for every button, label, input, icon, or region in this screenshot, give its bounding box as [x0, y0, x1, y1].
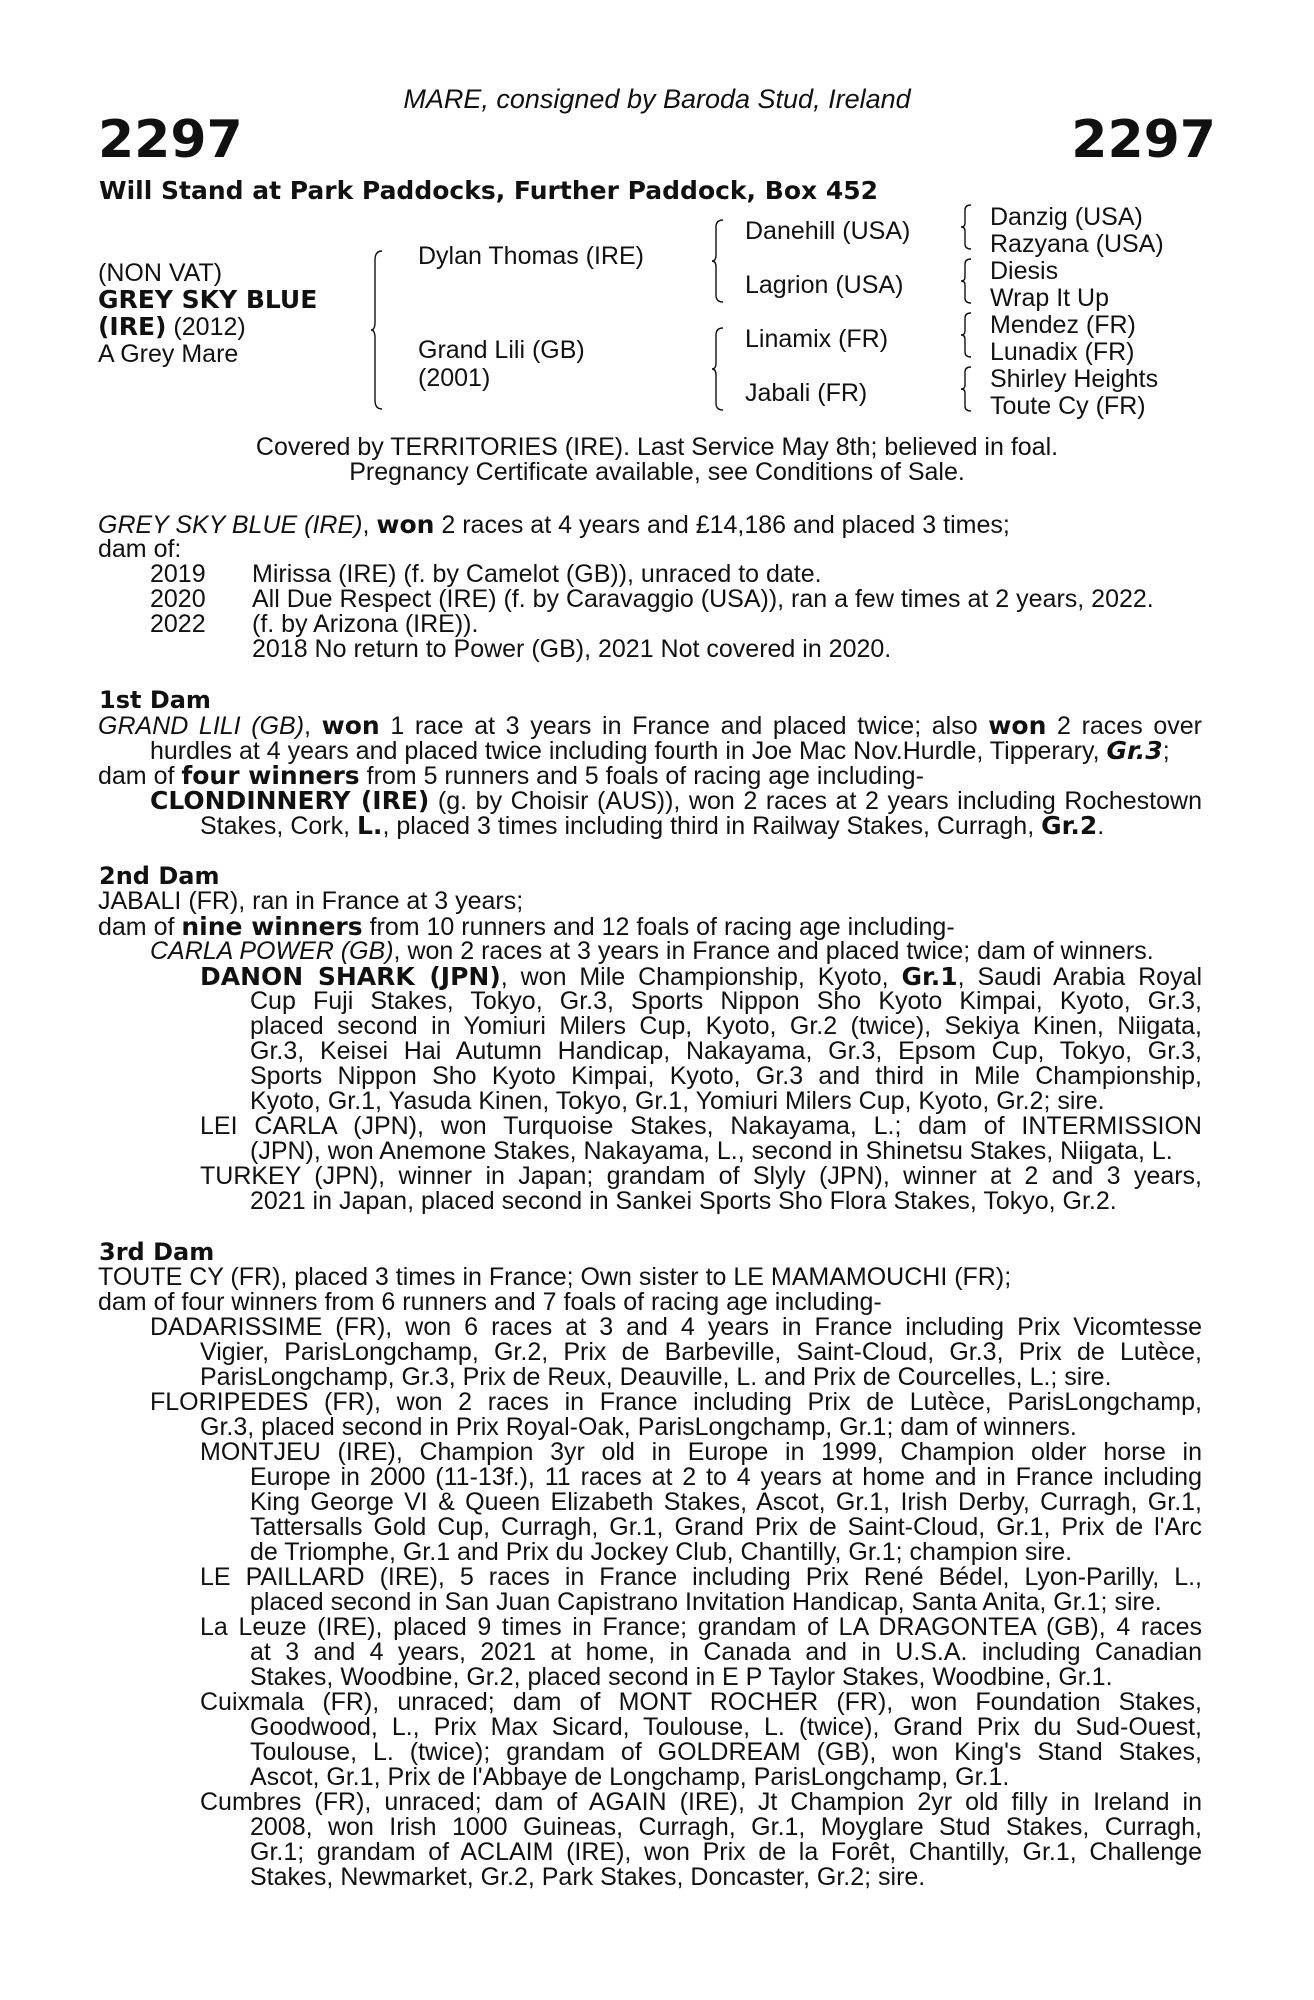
- produce-year: 2019: [150, 560, 206, 588]
- pedigree-brace: [712, 327, 724, 411]
- pregnancy-note: Pregnancy Certificate available, see Conditions of Sale.: [349, 458, 965, 486]
- third-dam-line: DADARISSIME (FR), won 6 races at 3 and 4 years in France including Prix Vicomtesse: [150, 1313, 1202, 1341]
- pedigree-brace: [960, 204, 972, 250]
- produce-year: 2022: [150, 610, 206, 638]
- second-dam-line: 2021 in Japan, placed second in Sankei Sports Sho Flora Stakes, Tokyo, Gr.2.: [250, 1187, 1117, 1215]
- third-dam-line: de Triomphe, Gr.1 and Prix du Jockey Club, Chantilly, Gr.1; champion sire.: [250, 1538, 1073, 1566]
- pedigree-brace: [960, 366, 972, 412]
- second-dam-line: JABALI (FR), ran in France at 3 years;: [98, 887, 524, 915]
- third-dam-line: Stakes, Woodbine, Gr.2, placed second in E P Taylor Stakes, Woodbine, Gr.1.: [250, 1663, 1113, 1691]
- horse-description: A Grey Mare: [98, 340, 239, 368]
- third-dam-line: LE PAILLARD (IRE), 5 races in France including Prix René Bédel, Lyon-Parilly, L.,: [200, 1563, 1202, 1591]
- pedigree-brace: [712, 219, 724, 303]
- third-dam-heading: 3rd Dam: [99, 1238, 215, 1266]
- third-dam-line: MONTJEU (IRE), Champion 3yr old in Europe in 1999, Champion older horse in: [200, 1438, 1202, 1466]
- second-dam-line: Gr.3, Keisei Hai Autumn Handicap, Nakayama, Gr.3, Epsom Cup, Tokyo, Gr.3,: [250, 1037, 1202, 1065]
- second-dam-line: (JPN), won Anemone Stakes, Nakayama, L., second in Shinetsu Stakes, Niigata, L.: [250, 1137, 1173, 1165]
- second-dam-line: placed second in Yomiuri Milers Cup, Kyoto, Gr.2 (twice), Sekiya Kinen, Niigata,: [250, 1012, 1202, 1040]
- first-dam-heading: 1st Dam: [99, 686, 211, 714]
- second-dam-line: Cup Fuji Stakes, Tokyo, Gr.3, Sports Nippon Sho Kyoto Kimpai, Kyoto, Gr.3,: [250, 987, 1202, 1015]
- third-dam-line: dam of four winners from 6 runners and 7 foals of racing age including-: [98, 1288, 882, 1316]
- third-dam-line: ParisLongchamp, Gr.3, Prix de Reux, Deauville, L. and Prix de Courcelles, L.; sire.: [200, 1363, 1112, 1391]
- third-dam-line: Stakes, Newmarket, Gr.2, Park Stakes, Doncaster, Gr.2; sire.: [250, 1863, 926, 1891]
- second-dam-heading: 2nd Dam: [99, 862, 220, 890]
- consignor-caption: MARE, consigned by Baroda Stud, Ireland: [403, 84, 911, 114]
- sire-sire: Danehill (USA): [745, 217, 911, 245]
- third-dam-line: Gr.1; grandam of ACLAIM (IRE), won Prix de la Forêt, Chantilly, Gr.1, Challenge: [250, 1838, 1202, 1866]
- second-dam-line: DANON SHARK (JPN), won Mile Championship, Kyoto, Gr.1, Saudi Arabia Royal: [200, 962, 1203, 991]
- third-dam-line: Toulouse, L. (twice); grandam of GOLDREAM (GB), won King's Stand Stakes,: [250, 1738, 1202, 1766]
- third-dam-line: Vigier, ParisLongchamp, Gr.2, Prix de Barbeville, Saint-Cloud, Gr.3, Prix de Lutèce,: [200, 1338, 1202, 1366]
- dam-year: (2001): [418, 364, 491, 392]
- horse-name: GREY SKY BLUE: [98, 285, 318, 314]
- third-dam-line: at 3 and 4 years, 2021 at home, in Canada and in U.S.A. including Canadian: [250, 1638, 1202, 1666]
- pedigree-brace: [371, 250, 383, 410]
- gen3-ancestor: Mendez (FR): [990, 311, 1136, 339]
- second-dam-line: dam of nine winners from 10 runners and 12 foals of racing age including-: [98, 912, 955, 941]
- second-dam-line: LEI CARLA (JPN), won Turquoise Stakes, Nakayama, L.; dam of INTERMISSION: [200, 1112, 1202, 1140]
- gen3-ancestor: Danzig (USA): [990, 203, 1143, 231]
- pedigree-brace: [960, 312, 972, 358]
- mare-summary: GREY SKY BLUE (IRE), won 2 races at 4 years and £14,186 and placed 3 times;: [98, 510, 1010, 539]
- sire: Dylan Thomas (IRE): [418, 242, 644, 270]
- dam-of-label: dam of:: [98, 535, 182, 563]
- second-dam-line: Kyoto, Gr.1, Yasuda Kinen, Tokyo, Gr.1, Yomiuri Milers Cup, Kyoto, Gr.2; sire.: [250, 1087, 1105, 1115]
- pedigree-brace: [960, 258, 972, 304]
- third-dam-line: Europe in 2000 (11-13f.), 11 races at 2 to 4 years at home and in France including: [250, 1463, 1202, 1491]
- third-dam-line: Goodwood, L., Prix Max Sicard, Toulouse, L. (twice), Grand Prix du Sud-Ouest,: [250, 1713, 1202, 1741]
- gen3-ancestor: Razyana (USA): [990, 230, 1164, 258]
- covered-note: Covered by TERRITORIES (IRE). Last Service May 8th; believed in foal.: [255, 433, 1059, 461]
- third-dam-line: King George VI & Queen Elizabeth Stakes, Ascot, Gr.1, Irish Derby, Curragh, Gr.1,: [250, 1488, 1202, 1516]
- vat-status: (NON VAT): [98, 259, 223, 287]
- produce-record: (f. by Arizona (IRE)).: [252, 610, 479, 638]
- first-dam-line: hurdles at 4 years and placed twice including fourth in Joe Mac Nov.Hurdle, Tipperary, Gr.3;: [150, 736, 1170, 765]
- produce-year: 2020: [150, 585, 206, 613]
- sire-dam: Lagrion (USA): [745, 271, 904, 299]
- first-dam-line: CLONDINNERY (IRE) (g. by Choisir (AUS)), won 2 races at 2 years including Rochestown: [150, 786, 1202, 815]
- lot-number-left: 2297: [98, 110, 243, 170]
- gen3-ancestor: Diesis: [990, 257, 1059, 285]
- stand-location: Will Stand at Park Paddocks, Further Paddock, Box 452: [99, 176, 879, 205]
- third-dam-line: Ascot, Gr.1, Prix de l'Abbaye de Longchamp, ParisLongchamp, Gr.1.: [250, 1763, 1010, 1791]
- second-dam-line: Sports Nippon Sho Kyoto Kimpai, Kyoto, Gr.3 and third in Mile Championship,: [250, 1062, 1202, 1090]
- third-dam-line: Tattersalls Gold Cup, Curragh, Gr.1, Grand Prix de Saint-Cloud, Gr.1, Prix de l'Arc: [250, 1513, 1202, 1541]
- third-dam-line: Cuixmala (FR), unraced; dam of MONT ROCHER (FR), won Foundation Stakes,: [200, 1688, 1202, 1716]
- gen3-ancestor: Wrap It Up: [990, 284, 1110, 312]
- third-dam-line: TOUTE CY (FR), placed 3 times in France; Own sister to LE MAMAMOUCHI (FR);: [98, 1263, 1012, 1291]
- lot-number-right: 2297: [1071, 110, 1216, 170]
- second-dam-line: TURKEY (JPN), winner in Japan; grandam of Slyly (JPN), winner at 2 and 3 years,: [200, 1162, 1202, 1190]
- dam-sire: Linamix (FR): [745, 325, 889, 353]
- gen3-ancestor: Lunadix (FR): [990, 338, 1135, 366]
- third-dam-line: Gr.3, placed second in Prix Royal-Oak, ParisLongchamp, Gr.1; dam of winners.: [200, 1413, 1077, 1441]
- first-dam-line: dam of four winners from 5 runners and 5 foals of racing age including-: [98, 761, 924, 790]
- produce-record: 2018 No return to Power (GB), 2021 Not covered in 2020.: [252, 635, 892, 663]
- third-dam-line: 2008, won Irish 1000 Guineas, Curragh, Gr.1, Moyglare Stud Stakes, Curragh,: [250, 1813, 1202, 1841]
- gen3-ancestor: Shirley Heights: [990, 365, 1159, 393]
- produce-record: Mirissa (IRE) (f. by Camelot (GB)), unraced to date.: [252, 560, 822, 588]
- dam-dam: Jabali (FR): [745, 379, 868, 407]
- third-dam-line: La Leuze (IRE), placed 9 times in France; grandam of LA DRAGONTEA (GB), 4 races: [200, 1613, 1202, 1641]
- second-dam-line: CARLA POWER (GB), won 2 races at 3 years in France and placed twice; dam of winners.: [150, 937, 1154, 965]
- first-dam-line: Stakes, Cork, L., placed 3 times including third in Railway Stakes, Curragh, Gr.2.: [200, 811, 1105, 840]
- third-dam-line: FLORIPEDES (FR), won 2 races in France including Prix de Lutèce, ParisLongchamp,: [150, 1388, 1202, 1416]
- first-dam-line: GRAND LILI (GB), won 1 race at 3 years in France and placed twice; also won 2 races over: [98, 711, 1202, 740]
- horse-origin-year: (IRE) (2012): [98, 312, 246, 341]
- produce-record: All Due Respect (IRE) (f. by Caravaggio (USA)), ran a few times at 2 years, 2022.: [252, 585, 1154, 613]
- third-dam-line: placed second in San Juan Capistrano Invitation Handicap, Santa Anita, Gr.1; sire.: [250, 1588, 1162, 1616]
- dam: Grand Lili (GB): [418, 336, 585, 364]
- third-dam-line: Cumbres (FR), unraced; dam of AGAIN (IRE), Jt Champion 2yr old filly in Ireland in: [200, 1788, 1202, 1816]
- gen3-ancestor: Toute Cy (FR): [990, 392, 1146, 420]
